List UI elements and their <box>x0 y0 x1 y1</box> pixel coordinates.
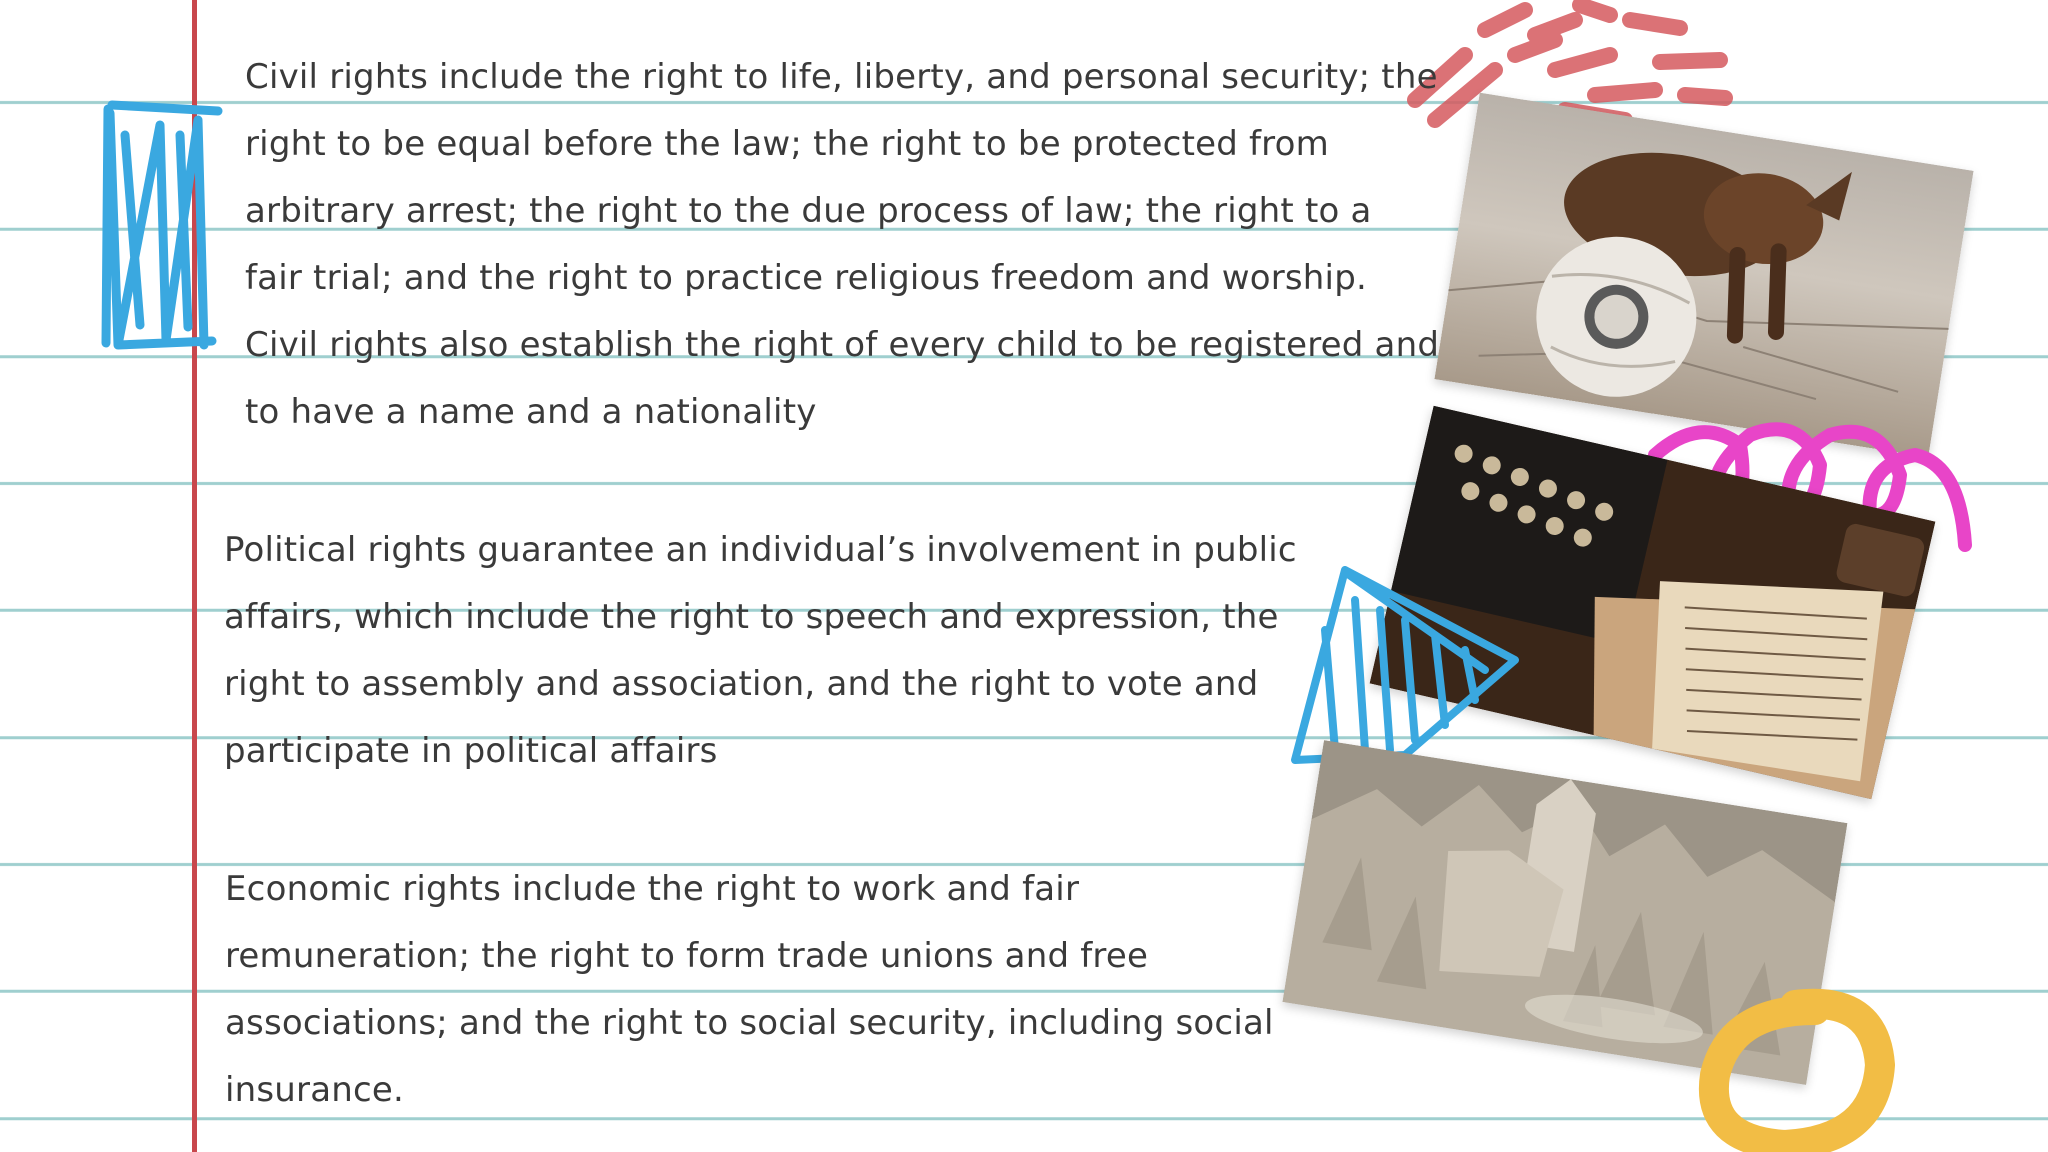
economic-rights-paragraph <box>225 856 1274 1124</box>
paragraph-line: fair trial; and the right to practice religious freedom and worship. <box>245 258 1367 298</box>
paragraph-line: Economic rights include the right to work and fair <box>225 869 1080 909</box>
civil-rights-paragraph <box>245 44 1439 446</box>
paragraph-line: arbitrary arrest; the right to the due process of law; the right to a <box>245 191 1372 231</box>
paragraph-line: Civil rights include the right to life, liberty, and personal security; the <box>245 57 1438 97</box>
paragraph-line: remuneration; the right to form trade unions and free <box>225 936 1149 976</box>
paragraph-line: associations; and the right to social security, including social <box>225 1003 1274 1043</box>
paragraph-line: right to assembly and association, and the right to vote and <box>224 664 1259 704</box>
paragraph-line: to have a name and a nationality <box>245 392 817 432</box>
political-rights-paragraph <box>224 517 1297 785</box>
paragraph-line: Political rights guarantee an individual’s involvement in public <box>224 530 1297 570</box>
yellow-circle-scribble-doodle <box>1675 965 1915 1152</box>
photo-dog-with-ball <box>1434 93 1973 458</box>
blue-triangle-scribble-doodle <box>1285 560 1525 770</box>
paragraph-line: affairs, which include the right to speech and expression, the <box>224 597 1279 637</box>
paragraph-line: Civil rights also establish the right of every child to be registered and <box>245 325 1440 365</box>
paragraph-line: right to be equal before the law; the right to be protected from <box>245 124 1329 164</box>
paragraph-line: participate in political affairs <box>224 731 718 771</box>
paragraph-line: insurance. <box>225 1070 405 1110</box>
blue-scribble-doodle <box>100 95 225 365</box>
